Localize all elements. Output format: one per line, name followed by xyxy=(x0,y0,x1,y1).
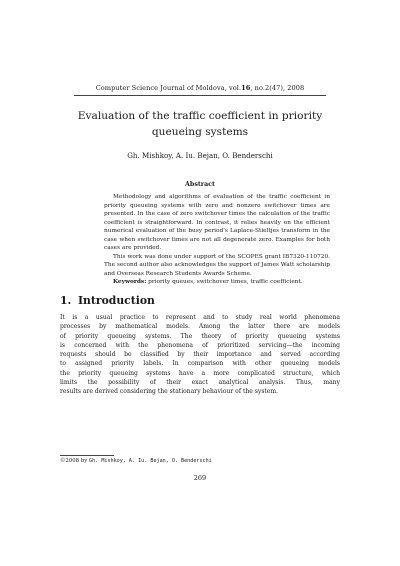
section-title: Introduction xyxy=(78,294,155,307)
copyright-names: Gh. Mishkoy, A. Iu. Bejan, O. Benderschi xyxy=(89,458,212,464)
body-line: It is a usual practice to represent and to study real world phenomena xyxy=(60,314,340,321)
journal-volume: 16 xyxy=(241,84,251,92)
abstract-paragraph-1: Methodology and algorithms of evaluation of the traffic coefficient in priority queueing systems with zero and nonzero switchover times are presented. In the case of zero switchover times the calculation of the traffic coefficient is straightforward. In contrast, it relies heavily on the efficient numerical evaluation of the busy period's Laplace-Stieltjes transform in the case when switchover times are not all degenerate zero. Examples for both cases are provided. xyxy=(104,194,330,251)
copyright-footnote xyxy=(60,458,340,464)
journal-header xyxy=(60,84,340,92)
header-rule xyxy=(74,95,326,96)
journal-name: Computer Science Journal of Moldova, vol. xyxy=(95,84,242,92)
body-line: of priority queueing systems. The theory of priority queueing systems xyxy=(60,332,340,340)
section-number: 1. xyxy=(60,294,72,307)
keywords xyxy=(104,278,330,287)
section-heading xyxy=(60,294,340,307)
copyright-prefix: ©2008 by xyxy=(60,458,90,464)
abstract-body xyxy=(104,193,330,287)
keywords-text: priority queues, switchover times, traffic coefficient. xyxy=(146,279,303,285)
body-line: results are derived considering the stationary behaviour of the system. xyxy=(60,388,279,396)
authors: Gh. Mishkoy, A. Iu. Bejan, O. Benderschi xyxy=(127,151,273,160)
body-line: is concerned with the phenomena of prioritized servicing—the incoming xyxy=(60,341,340,349)
journal-issue: , no.2(47), 2008 xyxy=(250,84,305,92)
abstract-heading: Abstract xyxy=(185,181,215,188)
body-line: limits the possibility of their exact analytical analysis. Thus, many xyxy=(60,378,340,386)
footnote-rule xyxy=(60,455,114,456)
paper-title xyxy=(60,109,340,140)
body-line: to assigned priority labels. In comparison with other queueing models xyxy=(60,360,340,368)
keywords-label: Keywords: xyxy=(113,279,147,285)
abstract-paragraph-2: This work was done under support of the SCOPES grant IB7320-110720. The second author also acknowledges the support of James Watt scholarship and Overseas Research Students Awards Scheme. xyxy=(104,253,330,277)
page-number: 269 xyxy=(193,474,207,482)
body-line: requests should be classified by their importance and served according xyxy=(60,351,340,359)
body-line: processes by mathematical models. Among the latter there are models xyxy=(60,323,340,331)
introduction-body xyxy=(60,313,340,397)
title-line-1: Evaluation of the traffic coefficient in priority xyxy=(77,110,323,122)
body-line: the priority queueing systems have a more complicated structure, which xyxy=(60,369,340,377)
title-line-2: queueing systems xyxy=(151,125,249,138)
